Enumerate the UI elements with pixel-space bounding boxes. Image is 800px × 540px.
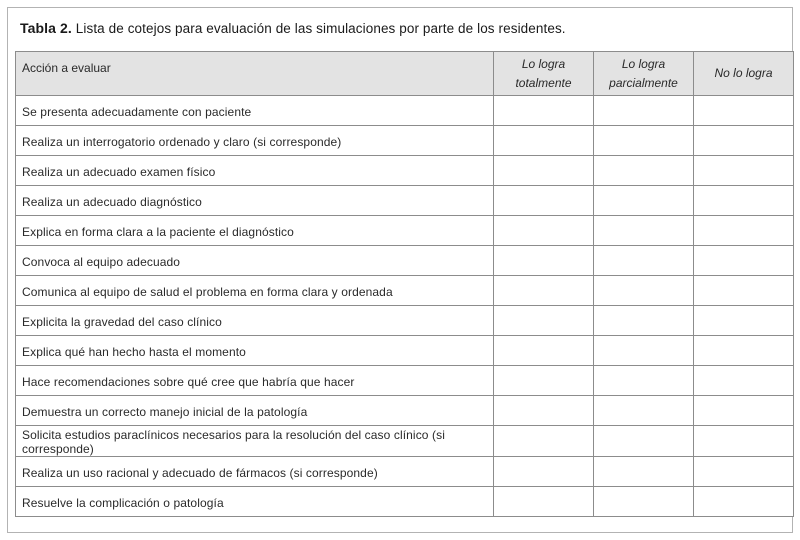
score-cell-no-logra bbox=[694, 246, 794, 276]
score-cell-no-logra bbox=[694, 216, 794, 246]
score-cell-no-logra bbox=[694, 457, 794, 487]
table-row bbox=[16, 96, 794, 126]
action-cell: Resuelve la complicación o patología bbox=[16, 487, 494, 517]
score-cell-parcialmente bbox=[594, 396, 694, 426]
score-cell-totalmente bbox=[494, 246, 594, 276]
figure-frame bbox=[7, 7, 793, 533]
action-cell: Realiza un uso racional y adecuado de fármacos (si corresponde) bbox=[16, 457, 494, 487]
score-cell-totalmente bbox=[494, 126, 594, 156]
action-cell: Explica en forma clara a la paciente el diagnóstico bbox=[16, 216, 494, 246]
score-cell-totalmente bbox=[494, 216, 594, 246]
table-row bbox=[16, 156, 794, 186]
score-cell-totalmente bbox=[494, 336, 594, 366]
score-cell-parcialmente bbox=[594, 216, 694, 246]
score-cell-parcialmente bbox=[594, 487, 694, 517]
score-cell-parcialmente bbox=[594, 457, 694, 487]
score-cell-no-logra bbox=[694, 426, 794, 457]
table-row bbox=[16, 457, 794, 487]
score-cell-totalmente bbox=[494, 306, 594, 336]
score-cell-parcialmente bbox=[594, 156, 694, 186]
score-cell-parcialmente bbox=[594, 276, 694, 306]
action-cell: Solicita estudios paraclínicos necesarios para la resolución del caso clínico (si corresponde) bbox=[16, 426, 494, 457]
table-row bbox=[16, 186, 794, 216]
table-caption-text: Lista de cotejos para evaluación de las simulaciones por parte de los residentes. bbox=[75, 21, 566, 36]
table-row bbox=[16, 336, 794, 366]
score-cell-totalmente bbox=[494, 457, 594, 487]
score-cell-parcialmente bbox=[594, 426, 694, 457]
checklist-table bbox=[15, 51, 794, 517]
score-cell-no-logra bbox=[694, 126, 794, 156]
action-cell: Realiza un interrogatorio ordenado y claro (si corresponde) bbox=[16, 126, 494, 156]
header-no-lo-logra: No lo logra bbox=[694, 52, 794, 96]
score-cell-parcialmente bbox=[594, 186, 694, 216]
header-lo-logra-parcialmente: Lo logra parcialmente bbox=[594, 52, 694, 96]
score-cell-parcialmente bbox=[594, 126, 694, 156]
action-cell: Convoca al equipo adecuado bbox=[16, 246, 494, 276]
score-cell-no-logra bbox=[694, 306, 794, 336]
table-caption-label: Tabla 2. bbox=[20, 20, 72, 36]
action-cell: Se presenta adecuadamente con paciente bbox=[16, 96, 494, 126]
table-row bbox=[16, 366, 794, 396]
action-cell: Explica qué han hecho hasta el momento bbox=[16, 336, 494, 366]
score-cell-totalmente bbox=[494, 426, 594, 457]
score-cell-no-logra bbox=[694, 366, 794, 396]
table-row bbox=[16, 396, 794, 426]
score-cell-parcialmente bbox=[594, 366, 694, 396]
score-cell-totalmente bbox=[494, 396, 594, 426]
action-cell: Realiza un adecuado examen físico bbox=[16, 156, 494, 186]
score-cell-parcialmente bbox=[594, 96, 694, 126]
action-cell: Realiza un adecuado diagnóstico bbox=[16, 186, 494, 216]
score-cell-totalmente bbox=[494, 366, 594, 396]
action-cell: Hace recomendaciones sobre qué cree que habría que hacer bbox=[16, 366, 494, 396]
score-cell-no-logra bbox=[694, 96, 794, 126]
score-cell-no-logra bbox=[694, 186, 794, 216]
score-cell-no-logra bbox=[694, 336, 794, 366]
score-cell-totalmente bbox=[494, 276, 594, 306]
score-cell-no-logra bbox=[694, 276, 794, 306]
score-cell-no-logra bbox=[694, 487, 794, 517]
action-cell: Demuestra un correcto manejo inicial de la patología bbox=[16, 396, 494, 426]
table-row bbox=[16, 306, 794, 336]
action-cell: Comunica al equipo de salud el problema en forma clara y ordenada bbox=[16, 276, 494, 306]
score-cell-no-logra bbox=[694, 156, 794, 186]
table-row bbox=[16, 276, 794, 306]
score-cell-totalmente bbox=[494, 186, 594, 216]
table-row bbox=[16, 216, 794, 246]
header-accion-a-evaluar: Acción a evaluar bbox=[16, 52, 494, 96]
header-lo-logra-totalmente: Lo logra totalmente bbox=[494, 52, 594, 96]
score-cell-totalmente bbox=[494, 156, 594, 186]
table-caption bbox=[20, 20, 784, 37]
score-cell-parcialmente bbox=[594, 306, 694, 336]
score-cell-totalmente bbox=[494, 96, 594, 126]
action-cell: Explicita la gravedad del caso clínico bbox=[16, 306, 494, 336]
table-row bbox=[16, 246, 794, 276]
table-row bbox=[16, 426, 794, 457]
score-cell-no-logra bbox=[694, 396, 794, 426]
table-row bbox=[16, 487, 794, 517]
score-cell-totalmente bbox=[494, 487, 594, 517]
header-row bbox=[16, 52, 794, 96]
score-cell-parcialmente bbox=[594, 336, 694, 366]
score-cell-parcialmente bbox=[594, 246, 694, 276]
table-row bbox=[16, 126, 794, 156]
